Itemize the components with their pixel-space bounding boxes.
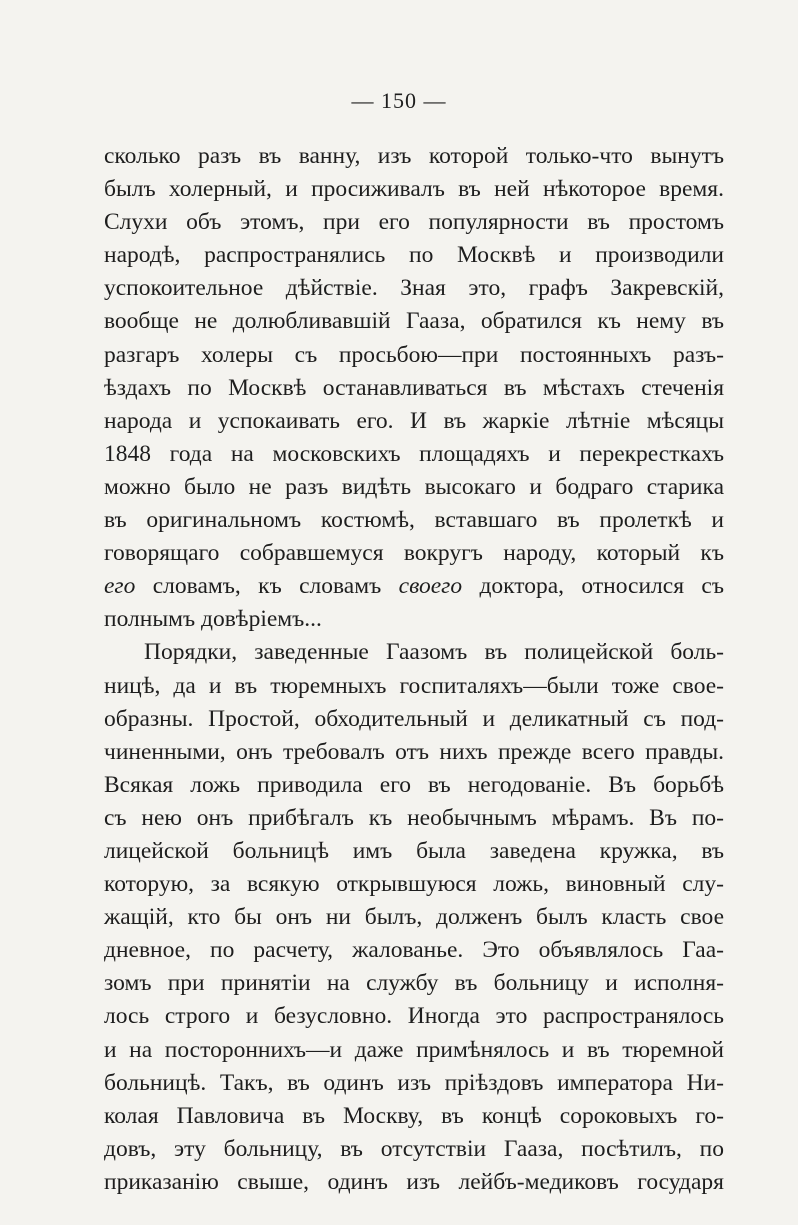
text-line: ѣздахъ по Москвѣ останавливаться въ мѣстахъ стеченія — [104, 374, 724, 401]
page-number: — 150 — — [351, 88, 447, 113]
text-line: можно было не разъ видѣть высокаго и бодраго старика — [104, 473, 724, 500]
text-line: 1848 года на московскихъ площадяхъ и перекресткахъ — [104, 440, 724, 467]
text-line: народѣ, распространялись по Москвѣ и производили — [104, 242, 724, 269]
text-line: дневное, по расчету, жалованье. Это объявлялось Гаа- — [104, 937, 724, 964]
page-body — [104, 140, 724, 1199]
text-line: довъ, эту больницу, въ отсутствіи Гааза, посѣтилъ, по — [104, 1135, 724, 1162]
text-line-mixed — [104, 570, 724, 603]
text-line: и на постороннихъ—и даже примѣнялось и въ тюремной — [104, 1036, 724, 1063]
text-line: Слухи объ этомъ, при его популярности въ простомъ — [104, 209, 724, 236]
text-line: вообще не долюбливавшій Гааза, обратился къ нему въ — [104, 308, 724, 335]
text-line: говорящаго собравшемуся вокругъ народу, который къ — [104, 540, 724, 567]
text-line: больницѣ. Такъ, въ одинъ изъ пріѣздовъ императора Ни- — [104, 1069, 724, 1096]
text-line: жащій, кто бы онъ ни былъ, долженъ былъ класть свое — [104, 904, 724, 931]
text-line: разгаръ холеры съ просьбою—при постоянныхъ разъ- — [104, 341, 724, 368]
text-line: которую, за всякую открывшуюся ложь, виновный слу- — [104, 871, 724, 898]
text-line: сколько разъ въ ванну, изъ которой только-что вынутъ — [104, 143, 724, 169]
text-line: въ оригинальномъ костюмѣ, вставшаго въ пролеткѣ и — [104, 507, 724, 534]
italic-word: его — [104, 573, 136, 600]
text-line: былъ холерный, и просиживалъ въ ней нѣкоторое время. — [104, 176, 724, 203]
italic-word: своего — [398, 573, 463, 600]
text-line: зомъ при принятіи на службу въ больницу и исполня- — [104, 970, 724, 997]
text-span: доктора, относился съ — [462, 573, 724, 600]
text-line: лось строго и безусловно. Иногда это распространялось — [104, 1003, 724, 1030]
text-line: успокоительное дѣйствіе. Зная это, графъ Закревскій, — [104, 275, 724, 302]
text-line: ницѣ, да и въ тюремныхъ госпиталяхъ—были тоже свое- — [104, 672, 724, 699]
text-line: лицейской больницѣ имъ была заведена кружка, въ — [104, 837, 724, 864]
text-line: чиненными, онъ требовалъ отъ нихъ прежде всего правды. — [104, 738, 724, 765]
text-line: образны. Простой, обходительный и деликатный съ под- — [104, 705, 724, 732]
text-line: Всякая ложь приводила его въ негодованіе. Въ борьбѣ — [104, 771, 724, 798]
text-line: приказанію свыше, одинъ изъ лейбъ-медиковъ государя — [104, 1168, 724, 1195]
text-line: полнымъ довѣріемъ... — [104, 606, 322, 633]
text-line: колая Павловича въ Москву, въ концѣ сороковыхъ го- — [104, 1102, 724, 1129]
text-line: народа и успокаивать его. И въ жаркіе лѣтніе мѣсяцы — [104, 407, 724, 434]
text-span: словамъ, къ словамъ — [135, 573, 399, 600]
text-line: съ нею онъ прибѣгалъ къ необычнымъ мѣрамъ. Въ по- — [104, 804, 724, 831]
text-line: Порядки, заведенные Гаазомъ въ полицейской боль- — [144, 639, 724, 666]
